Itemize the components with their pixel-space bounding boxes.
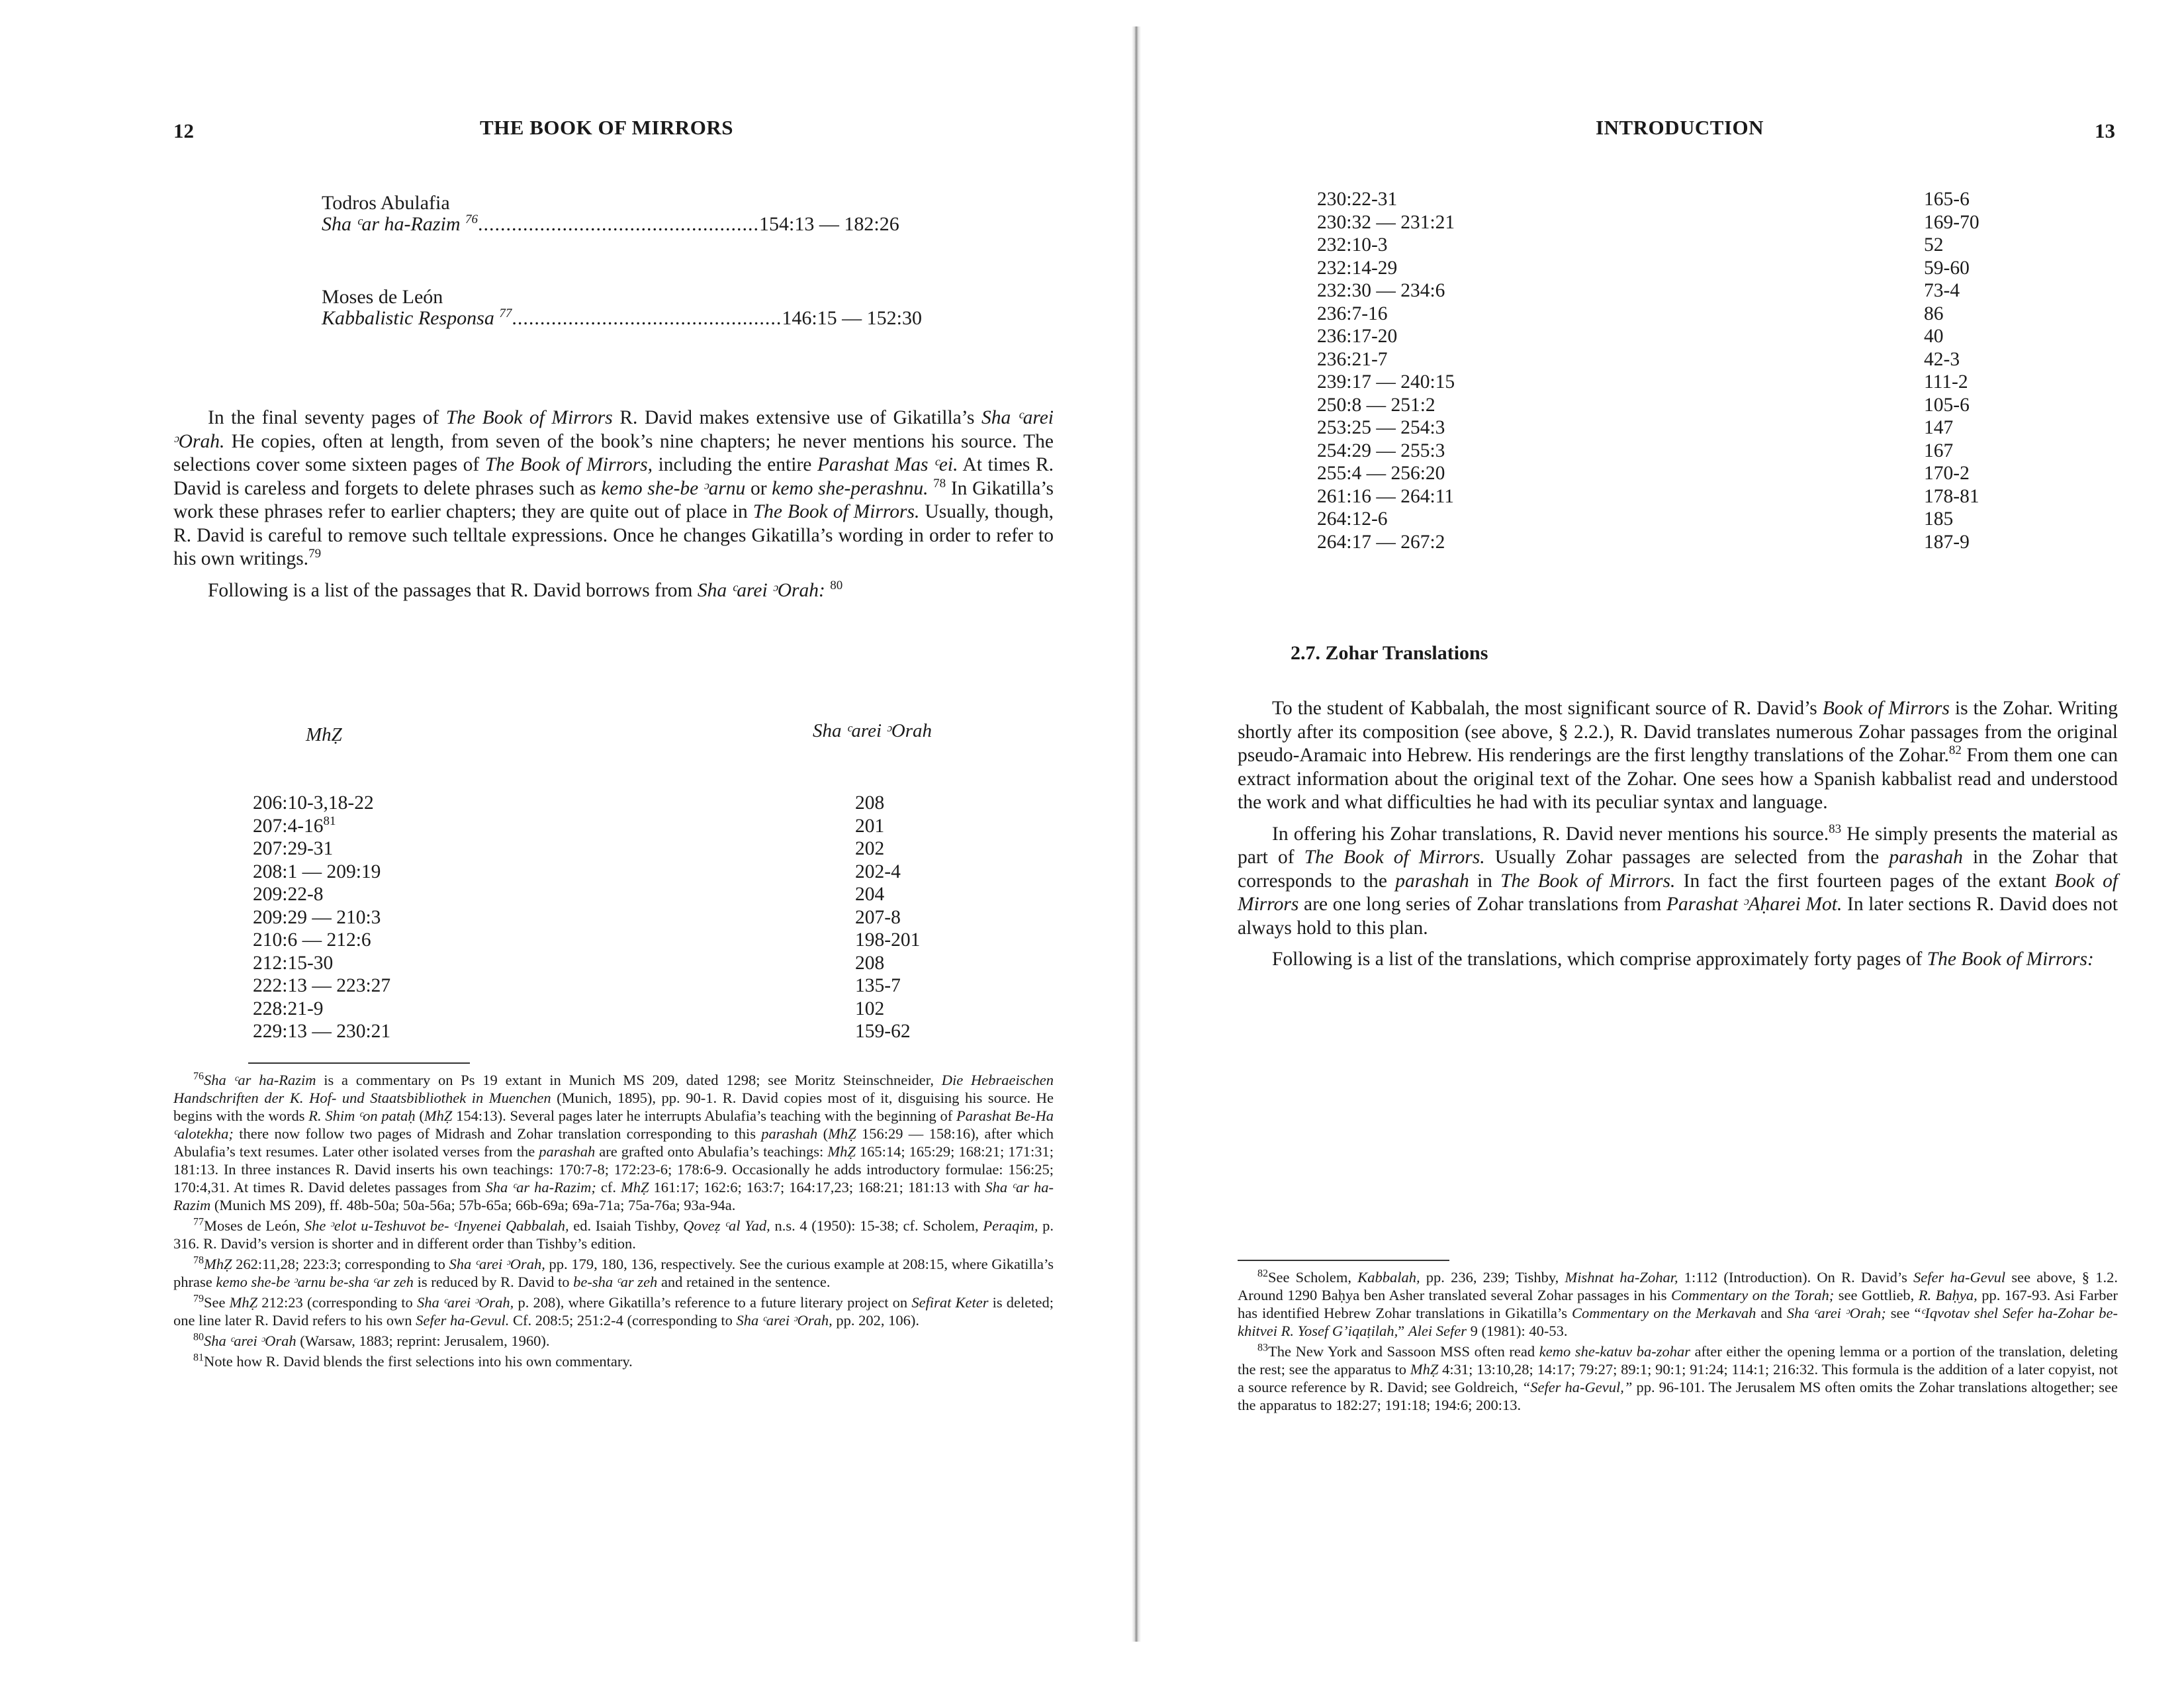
table-cell: 204 (855, 884, 885, 905)
table-cell: 169-70 (1924, 211, 1979, 233)
footnote-rule (1238, 1260, 1449, 1261)
table-cell: 167 (1924, 440, 1954, 461)
table-cell: 165-6 (1924, 189, 1970, 210)
table-cell: 198-201 (855, 929, 921, 951)
footnote: $^{80}$Sha ᶜarei ᵓOrah (Warsaw, 1883; reprint: Jerusalem, 1960). (193, 1331, 550, 1349)
table-cell: 208 (855, 952, 885, 974)
table-cell: 42-3 (1924, 348, 1960, 370)
footnote: $^{77}$Moses de León, She ᵓelot u-Teshuvot be- ᶜInyenei Qabbalah, ed. Isaiah Tishby, Qoveẓ ᶜal Yad, n.s. 4 (1950): 15-38; cf. Scholem, Peraqim, p. 316. R. David’s version is shorter and in different order than Tishby’s edition. (173, 1216, 1054, 1252)
table-cell: 228:21-9 (253, 998, 324, 1019)
table-cell: 253:25 — 254:3 (1317, 417, 1445, 438)
running-head: THE BOOK OF MIRRORS (480, 116, 733, 139)
footnote: $^{76}$Sha ᶜar ha-Razim is a commentary on Ps 19 extant in Munich MS 209, dated 1298; see Moritz Steinschneider, Die Hebraeischen Handschriften der K. Hof- und Staatsbibliothek in Muenchen (Munich, 1895), pp. 90-1. R. David copies most of it, disguising his source. He begins with the words R. Shim ᶜon pataḥ (MhẒ 154:13). Several pages later he interrupts Abulafia’s teaching with the beginning of Parashat Be-Ha ᶜalotekha; there now follow two pages of Midrash and Zohar translation corresponding to this parashah (MhẒ 156:29 — 158:16), after which Abulafia’s text resumes. Later other isolated verses from the parashah are grafted onto Abulafia’s teachings: MhẒ 165:14; 165:29; 168:21; 171:31; 181:13. In three instances R. David inserts his own teachings: 170:7-8; 172:23-6; 178:6-9. Occasionally he adds introductory formulae: 156:25; 170:4,31. At times R. David deletes passages from Sha ᶜar ha-Razim; cf. MhẒ 161:17; 162:6; 163:7; 164:17,23; 168:21; 181:13 with Sha ᶜar ha-Razim (Munich MS 209), ff. 48b-50a; 50a-56a; 57b-65a; 66b-69a; 69a-71a; 75a-76a; 93a-94a. (173, 1070, 1054, 1213)
table-cell: $207:4-16^{81}$ (253, 814, 336, 837)
table-cell: 208 (855, 792, 885, 814)
table-cell: 222:13 — 223:27 (253, 975, 391, 996)
table-cell: 264:17 — 267:2 (1317, 531, 1445, 553)
footnote: $^{81}$Note how R. David blends the first selections into his own commentary. (193, 1352, 633, 1370)
footnotes (173, 1071, 1054, 1373)
table-cell: 135-7 (855, 975, 901, 996)
source-work: Sha ᶜar ha-Razim (322, 213, 461, 235)
body-text (173, 406, 1054, 602)
source-range: 146:15 — 152:30 (782, 307, 923, 329)
table-col-shaarei (855, 792, 920, 1043)
paragraph: In offering his Zohar translations, R. David never mentions his source.$^{83}$ He simply presents the material as part of The Book of Mirrors. Usually Zohar passages are selected from the parashah in the Zohar that corresponds to the parashah in The Book of Mirrors. In fact the first fourteen pages of the extant Book of Mirrors are one long series of Zohar translations from Parashat ᵓAḥarei Mot. In later sections R. David does not always hold to this plan. (1238, 821, 2118, 939)
footnote: $^{83}$The New York and Sassoon MSS often read kemo she-katuv ba-zohar after either the opening lemma or a portion of the translation, deleting the rest; see the apparatus to MhẒ 4:31; 13:10,28; 14:17; 79:27; 89:1; 90:1; 91:24; 114:1; 216:32. This formula is the addition of a later copyist, not a source reference by R. David; see Goldreich, “Sefer ha-Gevul,” pp. 96-101. The Jerusalem MS often omits the Zohar translations altogether; see the apparatus to 182:27; 191:18; 194:6; 200:13. (1238, 1342, 2118, 1413)
table-cell: 202 (855, 838, 885, 859)
page-number: 12 (173, 119, 194, 142)
source-line (322, 213, 899, 236)
source-author: Todros Abulafia (322, 192, 450, 214)
paragraph: Following is a list of the translations, which comprise approximately forty pages of The Book of Mirrors: (1272, 949, 2094, 970)
footnote: $^{78}$MhẒ 262:11,28; 223:3; corresponding to Sha ᶜarei ᵓOrah, pp. 179, 180, 136, respectively. See the curious example at 208:15, where Gikatilla’s phrase kemo she-be ᵓarnu be-sha ᶜar zeh is reduced by R. David to be-sha ᶜar zeh and retained in the sentence. (173, 1254, 1054, 1290)
footnote-ref[interactable]: 81 (323, 814, 336, 828)
source-line (322, 307, 922, 330)
leader-dots: .................................................. (478, 213, 760, 235)
table-col-shaarei (1924, 188, 1979, 553)
table-cell: 208:1 — 209:19 (253, 861, 381, 882)
footnote-ref[interactable]: 77 (499, 306, 512, 320)
table-cell: 207-8 (855, 906, 901, 928)
table-cell: 40 (1924, 326, 1944, 347)
table-cell: 264:12-6 (1317, 508, 1388, 530)
body-text (1238, 697, 2118, 972)
section-heading: 2.7. Zohar Translations (1291, 642, 1488, 664)
table-cell: 209:29 — 210:3 (253, 906, 381, 928)
table-cell: 86 (1924, 303, 1944, 324)
table-cell: 236:17-20 (1317, 326, 1398, 347)
table-cell: 236:21-7 (1317, 348, 1388, 370)
footnote-rule (248, 1062, 470, 1064)
table-cell: 147 (1924, 417, 1954, 438)
table-cell: 202-4 (855, 861, 901, 882)
table-cell: 52 (1924, 234, 1944, 256)
right-page (1148, 0, 2184, 1688)
table-cell: 59-60 (1924, 257, 1970, 279)
table-cell: 230:22-31 (1317, 189, 1398, 210)
table-cell: 232:30 — 234:6 (1317, 280, 1445, 301)
table-cell: 212:15-30 (253, 952, 334, 974)
running-head: INTRODUCTION (1596, 116, 1764, 139)
table-col-mhz (1317, 188, 1455, 553)
table-cell: 210:6 — 212:6 (253, 929, 371, 951)
source-work: Kabbalistic Responsa (322, 307, 494, 329)
footnote-ref[interactable]: 76 (465, 212, 478, 226)
table-cell: 206:10-3,18-22 (253, 792, 374, 814)
table-cell: 229:13 — 230:21 (253, 1021, 391, 1042)
table-col-head: Sha ᶜarei ᵓOrah (813, 720, 933, 741)
table-col-mhz (253, 792, 390, 1043)
table-cell: 73-4 (1924, 280, 1960, 301)
table-cell: 178-81 (1924, 485, 1979, 507)
table-cell: 170-2 (1924, 463, 1970, 484)
table-cell: 250:8 — 251:2 (1317, 394, 1435, 416)
table-cell: 209:22-8 (253, 884, 324, 905)
footnotes (1238, 1268, 2118, 1417)
table-cell: 187-9 (1924, 531, 1970, 553)
footnote: $^{82}$See Scholem, Kabbalah, pp. 236, 239; Tishby, Mishnat ha-Zohar, 1:112 (Introduction). On R. David’s Sefer ha-Gevul see above, § 1.2. Around 1290 Baḥya ben Asher translated several Zohar passages in his Commentary on the Torah; see Gottlieb, R. Baḥya, pp. 167-93. Asi Farber has identified Hebrew Zohar translations in Gikatilla’s Commentary on the Merkavah and Sha ᶜarei ᵓOrah; see “ᶜIqvotav shel Sefer ha-Zohar be-khitvei R. Yosef G’iqaṭilah,” Alei Sefer 9 (1981): 40-53. (1238, 1268, 2118, 1339)
table-cell: 236:7-16 (1317, 303, 1388, 324)
page-number: 13 (2095, 119, 2115, 142)
table-cell: 239:17 — 240:15 (1317, 371, 1455, 393)
table-cell: 102 (855, 998, 885, 1019)
table-cell: 111-2 (1924, 371, 1968, 393)
source-author: Moses de León (322, 286, 443, 308)
table-cell: 207:29-31 (253, 838, 334, 859)
table-cell: 159-62 (855, 1021, 911, 1042)
table-col-head: MhẒ (306, 724, 342, 745)
table-cell: 255:4 — 256:20 (1317, 463, 1445, 484)
table-cell: 261:16 — 264:11 (1317, 485, 1455, 507)
paragraph: To the student of Kabbalah, the most significant source of R. David’s Book of Mirrors is the Zohar. Writing shortly after its composition (see above, § 2.2.), R. David translates numerous Zohar passages from the original pseudo-Aramaic into Hebrew. His renderings are the first lengthy translations of the Zohar.$^{82}$ From them one can extract information about the original text of the Zohar. One sees how a Spanish kabbalist read and understood the work and what difficulties he had with its peculiar syntax and language. (1238, 698, 2118, 813)
book-gutter (1132, 26, 1141, 1642)
table-cell: 185 (1924, 508, 1954, 530)
paragraph: In the final seventy pages of The Book of Mirrors R. David makes extensive use of Gikatilla’s Sha ᶜarei ᵓOrah. He copies, often at length, from seven of the book’s nine chapters; he never mentions his source. The selections cover some sixteen pages of The Book of Mirrors, including the entire Parashat Mas ᶜei. At times R. David is careless and forgets to delete phrases such as kemo she-be ᵓarnu or kemo she-perashnu. $^{78}$ In Gikatilla’s work these phrases refer to earlier chapters; they are quite out of place in The Book of Mirrors. Usually, though, R. David is careful to remove such telltale expressions. Once he changes Gikatilla’s wording in order to refer to his own writings.$^{79}$ (173, 407, 1054, 569)
footnote: $^{79}$See MhẒ 212:23 (corresponding to Sha ᶜarei ᵓOrah, p. 208), where Gikatilla’s reference to a future literary project on Sefirat Keter is deleted; one line later R. David refers to his own Sefer ha-Gevul. Cf. 208:5; 251:2-4 (corresponding to Sha ᶜarei ᵓOrah, pp. 202, 106). (173, 1293, 1054, 1329)
table-cell: 230:32 — 231:21 (1317, 211, 1455, 233)
table-cell: 232:10-3 (1317, 234, 1388, 256)
source-range: 154:13 — 182:26 (759, 213, 899, 235)
table-cell: 201 (855, 815, 885, 837)
table-cell: 105-6 (1924, 394, 1970, 416)
table-cell: 232:14-29 (1317, 257, 1398, 279)
paragraph: Following is a list of the passages that R. David borrows from Sha ᶜarei ᵓOrah: $^{80}$ (208, 578, 843, 601)
leader-dots: ................................................ (512, 307, 782, 329)
table-cell: 254:29 — 255:3 (1317, 440, 1445, 461)
